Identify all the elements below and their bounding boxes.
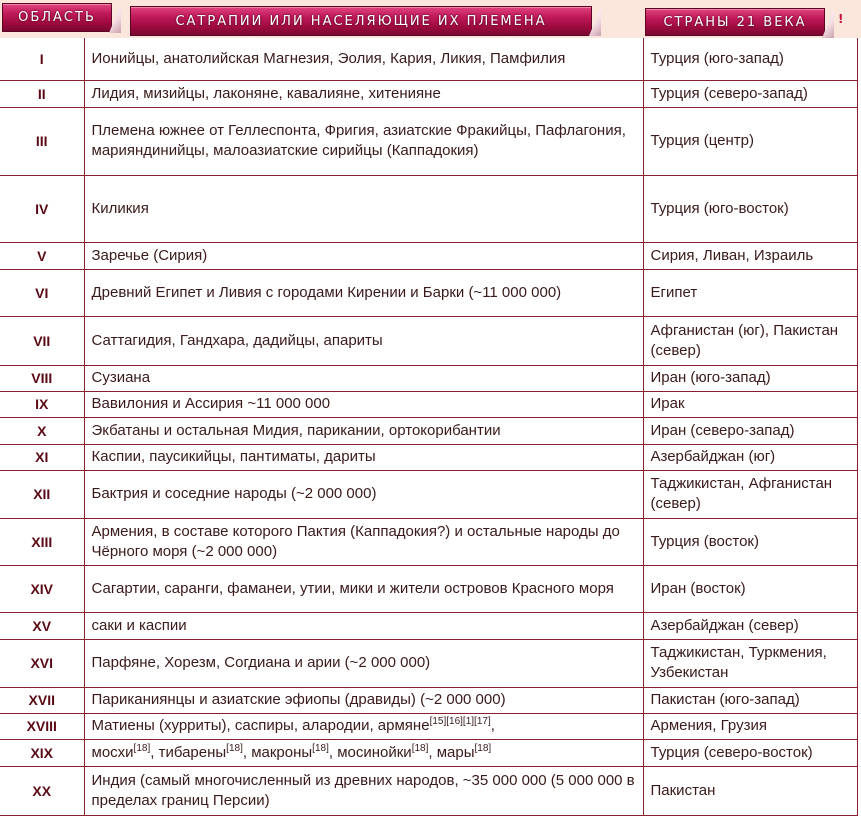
area-number-cell: XII <box>0 470 84 518</box>
area-number-cell: V <box>0 242 84 269</box>
satrapies-table <box>0 38 858 816</box>
modern-country-cell: Иран (северо-запад) <box>643 417 857 444</box>
table-row <box>0 766 857 815</box>
satrapy-cell <box>84 175 643 242</box>
satrapy-cell <box>84 687 643 713</box>
area-number-cell: XX <box>0 766 84 815</box>
area-number-cell: VII <box>0 316 84 365</box>
modern-country-cell: Турция (центр) <box>643 107 857 175</box>
column-header-area-label: ОБЛАСТЬ <box>18 10 96 25</box>
satrapy-cell <box>84 518 643 565</box>
table-row <box>0 565 857 612</box>
table-row <box>0 713 857 739</box>
satrapy-cell <box>84 391 643 417</box>
satrapy-text: , мосинойки <box>328 743 412 761</box>
area-number-cell: X <box>0 417 84 444</box>
table-header <box>0 0 861 38</box>
column-header-countries <box>645 8 825 36</box>
footnote-link[interactable]: [15][16][1][17] <box>429 716 491 727</box>
modern-country-cell: Ирак <box>643 391 857 417</box>
footnote-link[interactable]: [18] <box>474 742 492 754</box>
area-number-cell: IX <box>0 391 84 417</box>
table-row <box>0 444 857 470</box>
satrapy-text: , тибарены <box>150 743 227 761</box>
satrapy-text: Киликия <box>91 199 149 217</box>
table-row <box>0 417 857 444</box>
satrapy-text: Парфяне, Хорезм, Согдиана и арии (~2 000 000) <box>91 654 431 671</box>
modern-country-cell: Турция (юго-восток) <box>643 175 857 242</box>
satrapy-text: саки и каспии <box>91 616 187 634</box>
satrapy-text-tail: , <box>490 717 495 734</box>
satrapy-text: Каспии, паусикийцы, пантиматы, дариты <box>91 448 376 465</box>
area-number-cell: II <box>0 80 84 107</box>
satrapy-cell <box>84 444 643 470</box>
edge-mark: ! <box>838 12 844 26</box>
satrapy-text: Саттагидия, Гандхара, дадийцы, апариты <box>91 331 383 349</box>
area-number-cell: VIII <box>0 365 84 391</box>
modern-country-cell: Египет <box>643 269 857 316</box>
table-row <box>0 107 857 175</box>
satrapy-text: Индия (самый многочисленный из древних народов, ~35 000 000 (5 000 000 в пределах границ Персии) <box>91 771 635 809</box>
satrapy-cell <box>84 417 643 444</box>
modern-country-cell: Иран (восток) <box>643 565 857 612</box>
satrapy-cell <box>84 80 643 107</box>
satrapy-cell <box>84 639 643 687</box>
modern-country-cell: Сирия, Ливан, Израиль <box>643 242 857 269</box>
table-row <box>0 175 857 242</box>
modern-country-cell: Турция (восток) <box>643 518 857 565</box>
satrapy-text: Заречье (Сирия) <box>91 246 208 264</box>
modern-country-cell: Иран (юго-запад) <box>643 365 857 391</box>
satrapy-text: Сагартии, саранги, фаманеи, утии, мики и жители островов Красного моря <box>91 579 614 597</box>
area-number-cell: VI <box>0 269 84 316</box>
satrapy-cell <box>84 38 643 80</box>
table-row <box>0 269 857 316</box>
area-number-cell: XVI <box>0 639 84 687</box>
satrapy-cell <box>84 470 643 518</box>
table-row <box>0 470 857 518</box>
satrapy-cell <box>84 269 643 316</box>
footnote-link[interactable]: [18] <box>133 742 151 754</box>
area-number-cell: XI <box>0 444 84 470</box>
satrapy-text: , макроны <box>242 743 313 761</box>
modern-country-cell: Пакистан (юго-запад) <box>643 687 857 713</box>
modern-country-cell: Азербайджан (юг) <box>643 444 857 470</box>
modern-country-cell: Азербайджан (север) <box>643 612 857 639</box>
satrapy-text: мосхи <box>91 743 134 761</box>
modern-country-cell: Турция (северо-восток) <box>643 739 857 766</box>
satrapy-text: Сузиана <box>91 369 151 386</box>
modern-country-cell: Армения, Грузия <box>643 713 857 739</box>
area-number-cell: I <box>0 38 84 80</box>
table-row <box>0 316 857 365</box>
satrapy-text: Бактрия и соседние народы (~2 000 000) <box>91 485 377 502</box>
area-number-cell: XVII <box>0 687 84 713</box>
satrapy-cell <box>84 107 643 175</box>
table-row <box>0 739 857 766</box>
area-number-cell: IV <box>0 175 84 242</box>
satrapy-text: , мары <box>428 743 475 761</box>
table-row <box>0 687 857 713</box>
table-row <box>0 639 857 687</box>
page-fold-icon <box>589 7 601 36</box>
page-fold-icon <box>109 4 121 33</box>
modern-country-cell: Турция (северо-запад) <box>643 80 857 107</box>
satrapy-text: Армения, в составе которого Пактия (Каппадокия?) и остальные народы до Чёрного моря (~2 000 000) <box>91 522 620 560</box>
satrapy-cell <box>84 612 643 639</box>
satrapy-cell <box>84 365 643 391</box>
modern-country-cell: Таджикистан, Афганистан (север) <box>643 470 857 518</box>
satrapy-cell <box>84 316 643 365</box>
table-row <box>0 391 857 417</box>
satrapy-cell <box>84 565 643 612</box>
modern-country-cell: Турция (юго-запад) <box>643 38 857 80</box>
satrapy-text: Матиены (хурриты), саспиры, алародии, армяне <box>91 717 430 734</box>
satrapy-cell <box>84 713 643 739</box>
column-header-countries-label: СТРАНЫ 21 ВЕКА <box>663 14 807 30</box>
modern-country-cell: Афганистан (юг), Пакистан (север) <box>643 316 857 365</box>
footnote-link[interactable]: [18] <box>312 742 329 754</box>
satrapy-text: Лидия, мизийцы, лаконяне, кавалияне, хитенияне <box>91 84 441 102</box>
area-number-cell: XIX <box>0 739 84 766</box>
area-number-cell: XIII <box>0 518 84 565</box>
table-row <box>0 518 857 565</box>
area-number-cell: XVIII <box>0 713 84 739</box>
satrapy-cell <box>84 739 643 766</box>
satrapy-cell <box>84 242 643 269</box>
footnote-link[interactable]: [18] <box>226 742 243 754</box>
satrapy-text: Ионийцы, анатолийская Магнезия, Эолия, Кария, Ликия, Памфилия <box>91 49 566 67</box>
page-fold-icon <box>822 9 834 38</box>
modern-country-cell: Пакистан <box>643 766 857 815</box>
satrapy-text: Древний Египет и Ливия с городами Кирении и Барки (~11 000 000) <box>91 283 562 301</box>
table-row <box>0 38 857 80</box>
column-header-satrapies <box>130 6 592 36</box>
modern-country-cell: Таджикистан, Туркмения, Узбекистан <box>643 639 857 687</box>
area-number-cell: XV <box>0 612 84 639</box>
column-header-area <box>2 3 112 32</box>
area-number-cell: XIV <box>0 565 84 612</box>
satrapy-text: Париканиянцы и азиатские эфиопы (дравиды) (~2 000 000) <box>91 691 506 708</box>
satrapy-text: Экбатаны и остальная Мидия, парикании, ортокорибантии <box>91 421 501 439</box>
column-header-satrapies-label: САТРАПИИ ИЛИ НАСЕЛЯЮЩИЕ ИХ ПЛЕМЕНА <box>175 13 547 29</box>
satrapy-text: Племена южнее от Геллеспонта, Фригия, азиатские Фракийцы, Пафлагония, марияндинийцы, малоазиатские сирийцы (Каппадокия) <box>91 122 626 159</box>
table-row <box>0 80 857 107</box>
table-row <box>0 365 857 391</box>
footnote-link[interactable]: [18] <box>411 742 429 754</box>
table-row <box>0 242 857 269</box>
satrapy-text: Вавилония и Ассирия ~11 000 000 <box>91 395 331 412</box>
satrapy-cell <box>84 766 643 815</box>
area-number-cell: III <box>0 107 84 175</box>
table-row <box>0 612 857 639</box>
